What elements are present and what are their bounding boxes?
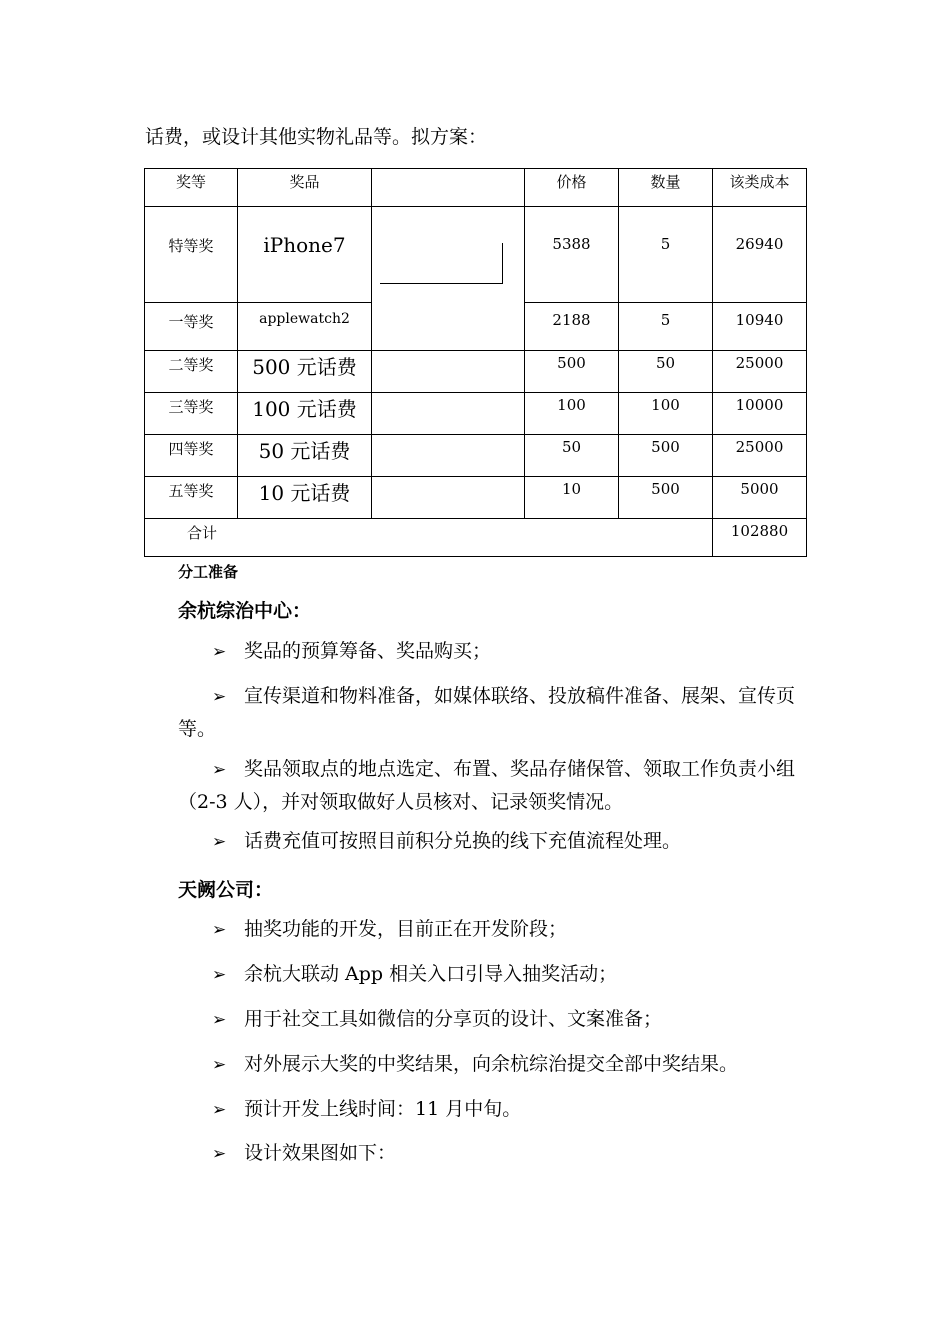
level-cell: 三等奖 [145, 393, 238, 435]
blank-cell [372, 477, 525, 519]
header-cell [372, 169, 525, 207]
arrow-bullet-icon: ➢ [212, 642, 227, 662]
price-cell: 5388 [525, 207, 619, 303]
prize-table [144, 168, 807, 557]
prize-cell: applewatch2 [238, 303, 372, 351]
prize-cell: 10 元话费 [238, 477, 372, 519]
cost-cell: 10000 [713, 393, 807, 435]
qty-cell: 50 [619, 351, 713, 393]
blank-cell [372, 435, 525, 477]
header-cell: 奖品 [238, 169, 372, 207]
prize-cell: iPhone7 [238, 207, 372, 303]
yuhang-heading: 余杭综治中心： [178, 600, 312, 622]
total-label-cell: 合计 [145, 519, 713, 557]
cost-cell: 25000 [713, 435, 807, 477]
table-total-row [145, 519, 807, 557]
level-cell: 四等奖 [145, 435, 238, 477]
list-item: ➢ 奖品的预算筹备、奖品购买； [178, 635, 818, 668]
header-cell: 该类成本 [713, 169, 807, 207]
arrow-bullet-icon: ➢ [212, 687, 227, 707]
tiankuo-heading: 天阙公司： [178, 879, 274, 901]
list-item: ➢ 预计开发上线时间：11 月中旬。 [178, 1093, 818, 1126]
arrow-bullet-icon: ➢ [212, 760, 227, 780]
list-item: ➢ 余杭大联动 App 相关入口引导入抽奖活动； [178, 958, 818, 991]
qty-cell: 500 [619, 435, 713, 477]
header-cell: 价格 [525, 169, 619, 207]
cost-cell: 25000 [713, 351, 807, 393]
arrow-bullet-icon: ➢ [212, 832, 227, 852]
price-cell: 100 [525, 393, 619, 435]
price-cell: 2188 [525, 303, 619, 351]
blank-cell [372, 393, 525, 435]
list-item: ➢ 抽奖功能的开发，目前正在开发阶段； [178, 913, 818, 946]
prize-cell: 500 元话费 [238, 351, 372, 393]
list-item: ➢ 话费充值可按照目前积分兑换的线下充值流程处理。 [178, 825, 818, 858]
header-cell: 奖等 [145, 169, 238, 207]
total-value-cell: 102880 [713, 519, 807, 557]
level-cell: 特等奖 [145, 207, 238, 303]
level-cell: 二等奖 [145, 351, 238, 393]
arrow-bullet-icon: ➢ [212, 1144, 227, 1164]
price-cell: 50 [525, 435, 619, 477]
qty-cell: 100 [619, 393, 713, 435]
table-row [145, 393, 807, 435]
level-cell: 五等奖 [145, 477, 238, 519]
arrow-bullet-icon: ➢ [212, 1100, 227, 1120]
list-item: ➢ 对外展示大奖的中奖结果，向余杭综治提交全部中奖结果。 [178, 1048, 838, 1081]
list-item: ➢ 设计效果图如下： [178, 1137, 818, 1170]
arrow-bullet-icon: ➢ [212, 965, 227, 985]
price-cell: 500 [525, 351, 619, 393]
cost-cell: 10940 [713, 303, 807, 351]
list-item: ➢ 奖品领取点的地点选定、布置、奖品存储保管、领取工作负责小组（2-3 人），并对领取做好人员核对、记录领奖情况。 [178, 753, 818, 818]
table-row [145, 435, 807, 477]
list-item: ➢ 宣传渠道和物料准备，如媒体联络、投放稿件准备、展架、宣传页等。 [178, 680, 818, 745]
section-label: 分工准备 [178, 563, 239, 581]
level-cell: 一等奖 [145, 303, 238, 351]
table-header-row [145, 169, 807, 207]
cost-cell: 5000 [713, 477, 807, 519]
prize-cell: 50 元话费 [238, 435, 372, 477]
stray-line-shape [380, 243, 503, 284]
header-cell: 数量 [619, 169, 713, 207]
qty-cell: 500 [619, 477, 713, 519]
blank-cell [372, 351, 525, 393]
qty-cell: 5 [619, 303, 713, 351]
arrow-bullet-icon: ➢ [212, 1055, 227, 1075]
intro-text: 话费，或设计其他实物礼品等。拟方案： [145, 126, 488, 148]
prize-cell: 100 元话费 [238, 393, 372, 435]
table-row [145, 351, 807, 393]
price-cell: 10 [525, 477, 619, 519]
qty-cell: 5 [619, 207, 713, 303]
arrow-bullet-icon: ➢ [212, 1010, 227, 1030]
table-row [145, 477, 807, 519]
cost-cell: 26940 [713, 207, 807, 303]
arrow-bullet-icon: ➢ [212, 920, 227, 940]
list-item: ➢ 用于社交工具如微信的分享页的设计、文案准备； [178, 1003, 818, 1036]
